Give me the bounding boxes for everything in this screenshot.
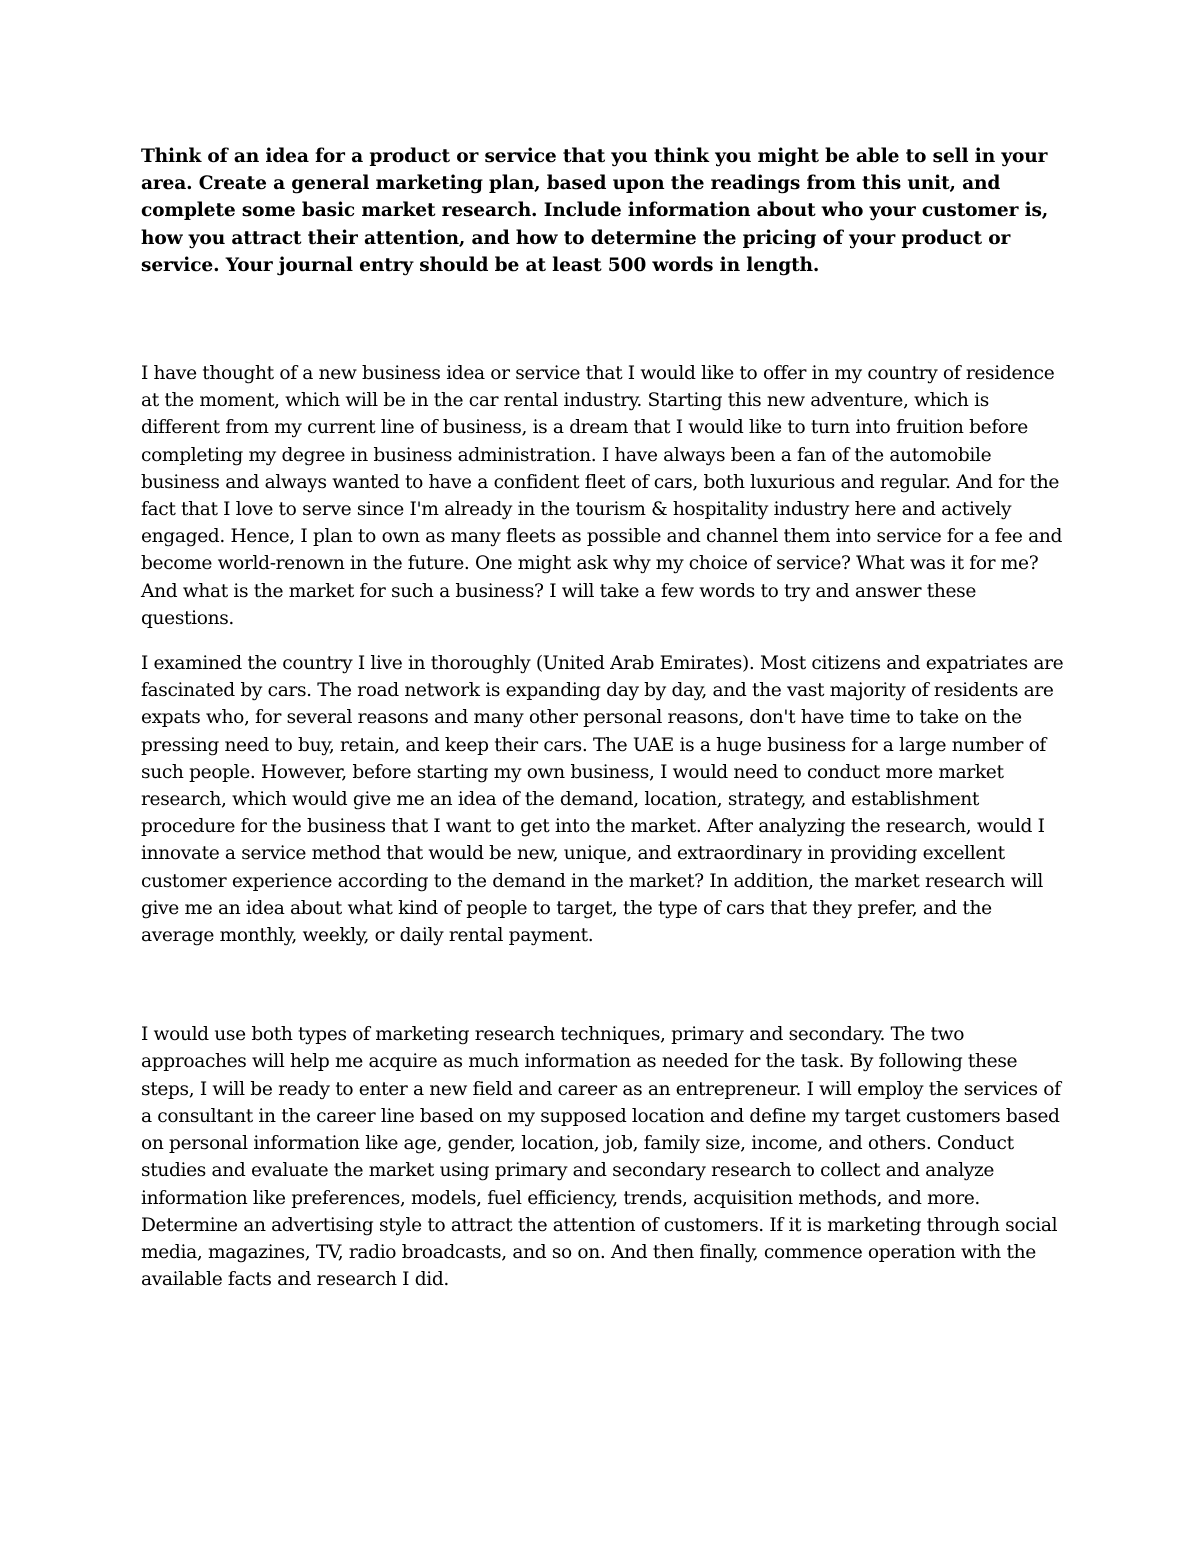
assignment-prompt: Think of an idea for a product or service that you think you might be able to sell in your area. Create a general marketing plan, based upon the readings from this unit, and complete some basic market research. Include information about who your customer is, how you attract their attention, and how to determine the pricing of your product or service. Your journal entry should be at least 500 words in length. [141,146,1049,276]
document-body [141,143,1066,1293]
paragraph-market-examination: I examined the country I live in thoroughly (United Arab Emirates). Most citizens and expatriates are fascinated by cars. The road network is expanding day by day, and the vast majority of residents are expats who, for several reasons and many other personal reasons, don't have time to take on the pressing need to buy, retain, and keep their cars. The UAE is a huge business for a large number of such people. However, before starting my own business, I would need to conduct more market research, which would give me an idea of the demand, location, strategy, and establishment procedure for the business that I want to get into the market. After analyzing the research, would I innovate a service method that would be new, unique, and extraordinary in providing excellent customer experience according to the demand in the market? In addition, the market research will give me an idea about what kind of people to target, the type of cars that they prefer, and the average monthly, weekly, or daily rental payment. [141,653,1064,947]
paragraph-research-techniques: I would use both types of marketing research techniques, primary and secondary. The two approaches will help me acquire as much information as needed for the task. By following these steps, I will be ready to enter a new field and career as an entrepreneur. I will employ the services of a consultant in the career line based on my supposed location and define my target customers based on personal information like age, gender, location, job, family size, income, and others. Conduct studies and evaluate the market using primary and secondary research to collect and analyze information like preferences, models, fuel efficiency, trends, acquisition methods, and more. Determine an advertising style to attract the attention of customers. If it is marketing through social media, magazines, TV, radio broadcasts, and so on. And then finally, commence operation with the available facts and research I did. [141,1024,1061,1291]
paragraph-business-idea: I have thought of a new business idea or service that I would like to offer in my country of residence at the moment, which will be in the car rental industry. Starting this new adventure, which is different from my current line of business, is a dream that I would like to turn into fruition before completing my degree in business administration. I have always been a fan of the automobile business and always wanted to have a confident fleet of cars, both luxurious and regular. And for the fact that I love to serve since I'm already in the tourism & hospitality industry here and actively engaged. Hence, I plan to own as many fleets as possible and channel them into service for a fee and become world-renown in the future. One might ask why my choice of service? What was it for me? And what is the market for such a business? I will take a few words to try and answer these questions. [141,363,1063,629]
